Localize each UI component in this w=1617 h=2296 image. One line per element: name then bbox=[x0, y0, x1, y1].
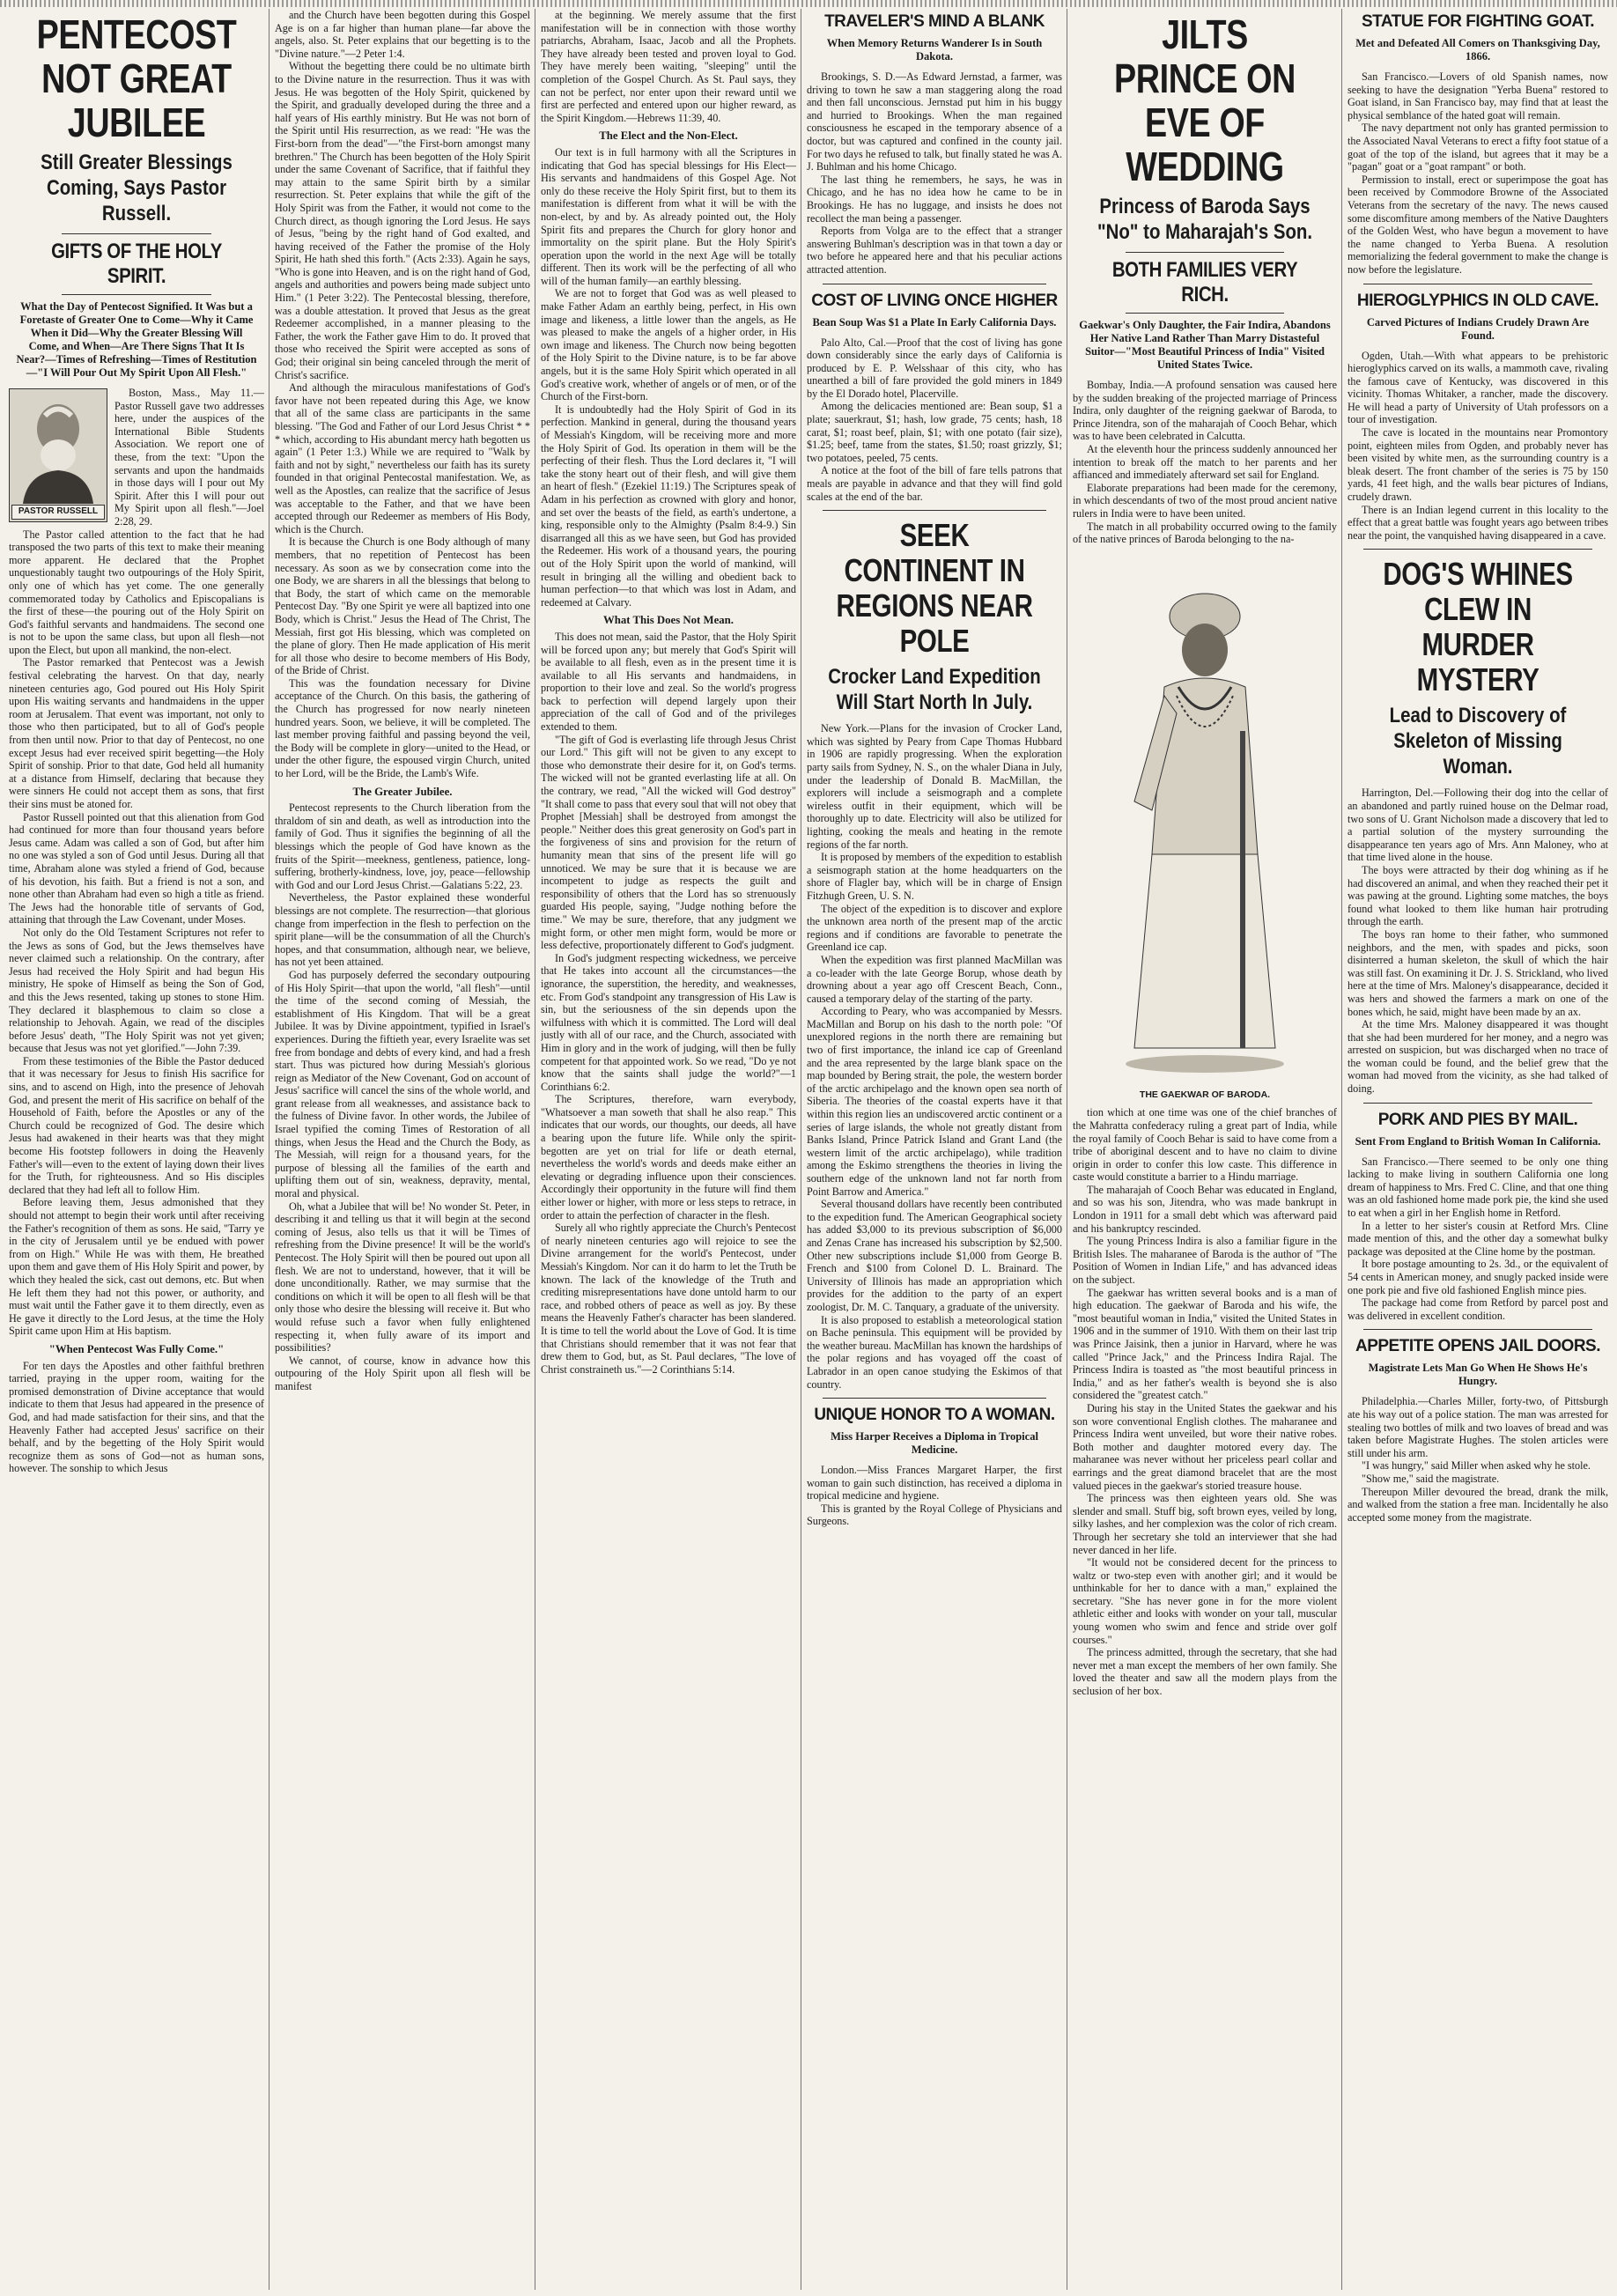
article-paragraph: The last thing he remembers, he says, he was in Chicago, and he has no idea how he came to be in Brookings. He has no luggage, and insists he does not recollect the man being a passenger. bbox=[807, 173, 1062, 225]
divider bbox=[1126, 313, 1284, 314]
article-paragraph: This does not mean, said the Pastor, that the Holy Spirit will be forced upon any; but merely that God's Spirit will be available to all flesh, even as in the present time it is available to all His servants and handmaidens, in proportion to their love and zeal. So the world's progress back to perfection will depend largely upon their appreciation of the call of God and of the privileges extended to them. bbox=[541, 630, 796, 734]
headline-pentecost: PENTECOST NOT GREAT JUBILEE bbox=[36, 11, 237, 145]
article-paragraph: Ogden, Utah.—With what appears to be prehistoric hieroglyphics carved on its walls, a mammoth cave, rivaling the famous cave of Kentucky, was discovered in this vicinity. Thomas Whitaker, a rancher, made the discovery. He will head a party of University of Utah professors on a tour of investigation. bbox=[1348, 349, 1608, 426]
article-paragraph: The navy department not only has granted permission to the Associated Naval Veterans to erect a fifty foot statue of a goat of the top of the island, but agrees that it may be a "pagan" goat or a "goat rampant" or both. bbox=[1348, 122, 1608, 173]
deck-pentecost: What the Day of Pentecost Signified. It Was but a Foretaste of Greater One to Come—Why it Came When it Did—Why the Greater Blessing Will Come, and When—Are There Signs That It Is Near?—Times of Refreshing—Times of Restitution—"I Will Pour Out My Spirit Upon All Flesh." bbox=[16, 300, 257, 379]
column-3 bbox=[541, 9, 796, 2290]
column-5 bbox=[1073, 9, 1337, 2290]
subhead-princess-baroda: Princess of Baroda Says "No" to Maharajah's Son. bbox=[1096, 195, 1313, 244]
divider bbox=[1126, 252, 1284, 253]
article-paragraph: Palo Alto, Cal.—Proof that the cost of living has gone down considerably since the early days of California is produced by E. P. Welsshaar of this city, who has unearthed a bill of fare provided the gold miners in 1849 by the El Dorado hotel, Placerville. bbox=[807, 336, 1062, 400]
headline-cost-of-living: COST OF LIVING ONCE HIGHER bbox=[811, 291, 1058, 310]
article-paragraph: At the time Mrs. Maloney disappeared it was thought that she had been murdered for her money, and a negro was arrested on suspicion, but was discharged when no trace of the woman could be found, and the belief grew that the woman had moved from the vicinity, as she had talked of doing. bbox=[1348, 1018, 1608, 1096]
article-paragraph: During his stay in the United States the gaekwar and his son wore conventional English clothes. The maharanee and Princess Indira went unveiled, but wore their native robes. Both mother and daughter motored every day. The maharanee was never without her priceless pearl collar and earrings and the great diamond bracelet that are the most valued pieces in the gaekwar's storied treasure house. bbox=[1073, 1401, 1337, 1492]
column-1 bbox=[9, 9, 264, 2290]
deck-hieroglyphics: Carved Pictures of Indians Crudely Drawn Are Found. bbox=[1366, 315, 1590, 342]
article-paragraph: Philadelphia.—Charles Miller, forty-two, of Pittsburgh ate his way out of a police station. The man was arrested for stealing two bottles of milk and two loaves of bread and was taken before Magistrate Hughes. The stolen articles were still under his arm. bbox=[1348, 1395, 1608, 1459]
divider bbox=[823, 1398, 1046, 1399]
deck-gaekwar: Gaekwar's Only Daughter, the Fair Indira, Abandons Her Native Land Rather Than Marry Distasteful Suitor—"Most Beautiful Princess of India" Visited United States Twice. bbox=[1079, 319, 1331, 371]
article-paragraph: The package had come from Retford by parcel post and was delivered in excellent condition. bbox=[1348, 1296, 1608, 1322]
article-paragraph: There is an Indian legend current in this locality to the effect that a great battle was fought years ago between tribes near the point, the vanquished having disappeared in a cave. bbox=[1348, 503, 1608, 542]
article-paragraph: The Scriptures, therefore, warn everybody, "Whatsoever a man soweth that shall he also reap." This indicates that our words, our thoughts, our deeds, all have a bearing upon the future life. While only the spirit-begotten are yet on trial for life or death eternal, nevertheless the world's words and deeds make either an elevating or degrading influence upon their consciences. Accordingly their opportunity in the future will find them either lower or higher, with more or less steps to retrace, in order to attain the perfection of character in the flesh. bbox=[541, 1093, 796, 1222]
article-paragraph: Permission to install, erect or superimpose the goat has been received by Commodore Browne of the Associated Veterans from the secretary of the navy. The news caused some discomfiture among members of the Native Daughters of the Golden West, who have begun a movement to have the name changed to Yerba Buena. A resolution memorializing the federal government to make the change is now before the legislature. bbox=[1348, 173, 1608, 276]
article-paragraph: Several thousand dollars have recently been contributed to the expedition fund. The American Geographical society has added $3,000 to its previous subscription of $6,000 and Zenas Crane has increased his subscription by $2,500. Other new subscriptions include $1,000 from George B. French and $100 from Colonel D. L. Brainard. The University of Illinois has made an appropriation which provides for the addition to the party of an expert zoologist, Dr. M. C. Tanquary, a graduate of the university. bbox=[807, 1198, 1062, 1313]
subhead-pentecost: Still Greater Blessings Coming, Says Pastor Russell. bbox=[41, 151, 233, 225]
article-paragraph: This is granted by the Royal College of Physicians and Surgeons. bbox=[807, 1502, 1062, 1528]
article-paragraph: It is proposed by members of the expedition to establish a seismograph station at the home headquarters on the shore of Flagler bay, which will be in charge of Ensign Fitzhugh Green, U. S. N. bbox=[807, 851, 1062, 902]
subhead-crocker-land: Crocker Land Expedition Will Start North In July. bbox=[828, 665, 1041, 715]
article-paragraph: The boys ran home to their father, who summoned neighbors, and the men, with spades and picks, soon disinterred a human skeleton, the skull of which the hair was still fast. On examining it Dr. J. S. Strickland, who lived here at the time of Mrs. Maloney's disappearance, decided it was hers and showed the farmers a mark on one of the bones which, he said, might have been made by an ax. bbox=[1348, 927, 1608, 1018]
article-paragraph: God has purposely deferred the secondary outpouring of His Holy Spirit—that upon the world, "all flesh"—until the time of the second coming of Messiah, the establishment of His Kingdom. That will be a great Jubilee. It was by Divine appointment, typified in Israel's experiences. During the fiftieth year, every Israelite was set free from bondage and debts of every kind, and had a fresh start. Thus was pictured how during Messiah's glorious reign as Mediator of the New Covenant, God on account of Jesus' sacrifice will cancel the sins of the whole world, and grant release from all weaknesses, and assistance back to the fulness of Divine favor. In other words, the Jubilee of Israel typified the coming Times of Restoration of all things, when Jesus the Head and the Church the Body, as The Messiah, will reign for a thousand years, for the purpose of blessing all the families of the earth and uplifting them out of sin, weakness, depravity, mental, moral and physical. bbox=[275, 968, 530, 1200]
article-paragraph: The princess admitted, through the secretary, that she had never met a man except the members of her own family. She loved the theater and saw all the modern plays from the seclusion of her box. bbox=[1073, 1646, 1337, 1698]
article-paragraph: According to Peary, who was accompanied by Messrs. MacMillan and Borup on his dash to the north pole: "Of unexplored regions in the north there are remaining but two of first importance, the inland ice cap of Greenland and the area represented by the large blank space on the map bounded by Bering strait, the pole, the western border of the arctic archipelago and the known open sea north of Siberia. The theories of the coastal experts have it that within this region lies an undiscovered arctic continent or a series of large islands, the whole not greatly distant from Banks Island, Prince Patrick Island and Grant Land (the western limit of the arctic archipelago), while tradition among the Eskimo strengthens the theories in living the southern edge of the unknown land not far north from Point Barrow and America." bbox=[807, 1005, 1062, 1198]
article-paragraph: Among the delicacies mentioned are: Bean soup, $1 a plate; sauerkraut, $1; hash, low grade, 75 cents; hash, 18 carat, $1; roast beef, plain, $1; with one potato (fair size), $1.25; beef, tame from the states, $1.50; roast grizzly, $1; two potatoes, peeled, 75 cents. bbox=[807, 400, 1062, 464]
divider bbox=[823, 510, 1046, 511]
deck-cost-of-living: Bean Soup Was $1 a Plate In Early California Days. bbox=[812, 315, 1057, 329]
article-paragraph: We are not to forget that God was as well pleased to make Father Adam an earthly being, perfect, in His own image and likeness, a little lower than the angels, as He was pleased to make the angels of a higher order, in His own image and likeness. The Church now being begotten of the Holy Spirit to the Divine nature, is to be far above angels, but it is the same Holy Spirit which operated in all God's creative work, whether of angels or of men, or of the Church of the First-born. bbox=[541, 287, 796, 403]
article-paragraph: Thereupon Miller devoured the bread, drank the milk, and walked from the station a free man. Incidentally he also accepted some money from the magistrate. bbox=[1348, 1485, 1608, 1524]
gaekwar-figure-drawing bbox=[1073, 555, 1337, 1083]
article-paragraph: "I was hungry," said Miller when asked why he stole. bbox=[1362, 1459, 1591, 1473]
article-paragraph: The object of the expedition is to discover and explore the unknown area north of the present map of the arctic regions and if conditions are favorable to penetrate the Greenland ice cap. bbox=[807, 902, 1062, 954]
article-paragraph: Reports from Volga are to the effect that a stranger answering Buhlman's description was in that town a day or two before he appeared here and that his peculiar actions attracted attention. bbox=[807, 225, 1062, 276]
article-paragraph: We cannot, of course, know in advance how this outpouring of the Holy Spirit upon all flesh will be manifest bbox=[275, 1354, 530, 1392]
article-paragraph: It is also proposed to establish a meteorological station on Bache peninsula. This equipment will be provided by the weather bureau. MacMillan has known the hardships of the polar regions and has voyaged off the coast of Labrador in an open canoe studying the Eskimos of that country. bbox=[807, 1313, 1062, 1391]
headline-unique-honor: UNIQUE HONOR TO A WOMAN. bbox=[814, 1406, 1055, 1425]
article-paragraph: Not only do the Old Testament Scriptures not refer to the Jews as sons of God, but the Jews themselves have never claimed such a relationship. On the contrary, after Jesus had received the Holy Spirit and had begun His ministry, He spoke of Himself as being the Son of God, and this the Jews resented, taking up stones to stone Him. They declared it blasphemous to claim so close a relationship to Jehovah. Again, we read of the disciples before Jesus' death, "The Holy Spirit was not yet given; because that Jesus was not yet glorified."—John 7:39. bbox=[9, 926, 264, 1055]
column-4 bbox=[807, 9, 1062, 2290]
article-paragraph: The maharajah of Cooch Behar was educated in England, and so was his son, Jitendra, who was made bankrupt in London in 1911 for a small debt which was afterward paid and his bankruptcy rescinded. bbox=[1073, 1183, 1337, 1235]
article-paragraph: The Pastor remarked that Pentecost was a Jewish festival celebrating the harvest. On that day, nearly nineteen centuries ago, God poured out His Holy Spirit upon His waiting servants and handmaidens in the upper room at Jerusalem. That event was important, not only to those who then participated, but to all of God's people from then until now. Prior to that day of Pentecost, no one except Jesus had ever received spirit begetting—the Holy Spirit of sonship. Prior to that date, God held all humanity at a distance from Himself, declaring that because they were sinners He could not accept them as sons, that first their sins must be atoned for. bbox=[9, 656, 264, 810]
divider bbox=[62, 294, 211, 295]
article-paragraph: It bore postage amounting to 2s. 3d., or the equivalent of 54 cents in American money, and snugly packed inside were one pork pie and five old fashioned English mince pies. bbox=[1348, 1258, 1608, 1296]
deck-unique-honor: Miss Harper Receives a Diploma in Tropical Medicine. bbox=[831, 1430, 1038, 1457]
headline-dogs-whines: DOG'S WHINES CLEW IN MURDER MYSTERY bbox=[1383, 556, 1573, 698]
article-paragraph: The young Princess Indira is also a familiar figure in the British Isles. The maharanee of Baroda is the author of "The Position of Women in Indian Life," and has advanced ideas on the subject. bbox=[1073, 1235, 1337, 1287]
article-paragraph: Pastor Russell pointed out that this alienation from God had continued for more than four thousand years before Jesus came. Adam was called a son of God, but after him no one was styled a son of God until Jesus. During all that time, Abraham alone was styled a friend of God, because of his devotion, his faith. But a friend is not a son, and none other than Abraham had even so high a title as friend. The Jews had the honorable title of servants of God, attaining that through the Law Covenant, under Moses. bbox=[9, 810, 264, 927]
article-paragraph: The match in all probability occurred owing to the family of the native princes of Baroda belonging to the na- bbox=[1073, 520, 1337, 546]
section-heading: The Elect and the Non-Elect. bbox=[599, 129, 738, 143]
article-paragraph: Our text is in full harmony with all the Scriptures in indicating that God has special blessings for His Elect—His servants and handmaidens of this Gospel Age. Not only do these receive the Holy Spirit first, but to them its manifestation is different from what it will be with the non-elect, by and by. As already pointed out, the Holy Spirit fits and prepares the Church for glory honor and immortality on the spirit plane. But the Holy Spirit's operation upon the world in the next Age will be totally different. Then its work will be the perfecting of all who will of the human family—an earthly blessing. bbox=[541, 145, 796, 287]
article-paragraph: "The gift of God is everlasting life through Jesus Christ our Lord." This gift will not be given to any except to those who demonstrate their desire for it, on God's terms. The wicked will not be granted everlasting life at all. On the contrary, we read, "All the wicked will God destroy" "It shall come to pass that every soul that will not obey that Prophet [Messiah] shall be destroyed from amongst the people." Neither does this great generosity on God's part in the forgiveness of sins and provision for the return of humanity mean that sins of the present life will go unnoticed. We may be sure that it is because we are incompetent to judge as respects the guilt and responsibility of others that the Lord has so strenuously guarded His people, saying, "Judge nothing before the time." We may be sure, therefore, that any judgment we might form, or other men might form, would be more or less defective, proportionately different to God's judgment. bbox=[541, 733, 796, 952]
portrait-caption: PASTOR RUSSELL bbox=[11, 505, 105, 520]
article-paragraph: It is undoubtedly had the Holy Spirit of God in its perfection. Mankind in general, during the thousand years of Messiah's Kingdom, will be receiving more and more the Holy Spirit of God. Its operation in them will be the perfecting of their flesh. Thus the Lord declares it, "I will take the stony heart out of their flesh, and will give them an heart of flesh." (Ezekiel 11:19.) The Scriptures speak of Adam in his perfection as crowned with glory and honor, and set over the beasts of the field, as earth's undertone, a king, responsible only to the Almighty (Psalm 8:4-9.) Sin disarranged all this as we have seen, but God has provided the Redeemer. His work of a thousand years, the pouring out of the Holy Spirit upon the world of mankind, will result in bringing all the willing and obedient back to human perfection—to that which was lost in Adam, and redeemed at Calvary. bbox=[541, 402, 796, 609]
article-paragraph: This was the foundation necessary for Divine acceptance of the Church. On this basis, the gathering of the Church has progressed for now nearly nineteen hundred years. Soon, we believe, it will be completed. The last member proving faithful and passing beyond the veil, the Body will be complete in glory—united to the Head, or under the other figure, the espoused virgin Church, united to her Lord, will be the Bride, the Lamb's Wife. bbox=[275, 676, 530, 780]
article-paragraph: Brookings, S. D.—As Edward Jernstad, a farmer, was driving to town he saw a man staggering along the road and then fall unconscious. Jernstad put him in his buggy and hurried to Brookings. When the man regained consciousness he escaped in the temporary absence of a doctor, but was captured and confined in the county jail. For two days he refused to talk, but finally stated he was A. J. Buhlman and his home Chicago. bbox=[807, 70, 1062, 173]
headline-gifts: GIFTS OF THE HOLY SPIRIT. bbox=[51, 240, 222, 288]
article-paragraph: From these testimonies of the Bible the Pastor deduced that it was necessary for Jesus to finish His sacrifice for sins, and to ascend on High, into the presence of Jehovah God, and present the merit of His sacrifice on behalf of the Household of Faith, before the Apostles or any of the Church could be recognized of God. The desire which Jesus had awakened in their hearts was that they might become His footstep followers in doing the Heavenly Father's will—even to the extent of laying down their lives for the Truth, for righteousness. And so His disciples declared that they had left all to follow Him. bbox=[9, 1054, 264, 1196]
deck-statue-goat: Met and Defeated All Comers on Thanksgiving Day, 1866. bbox=[1355, 37, 1600, 63]
headline-seek-continent: SEEK CONTINENT IN REGIONS NEAR POLE bbox=[836, 517, 1033, 660]
deck-appetite: Magistrate Lets Man Go When He Shows He's Hungry. bbox=[1368, 1362, 1588, 1388]
article-paragraph: and the Church have been begotten during this Gospel Age is on a far higher than human plane—far above the angels, also. St. Peter explains that our begetting is to the "Divine nature."—2 Peter 1:4. bbox=[275, 9, 530, 60]
headline-traveler: TRAVELER'S MIND A BLANK bbox=[824, 12, 1045, 31]
article-paragraph: In God's judgment respecting wickedness, we perceive that He takes into account all the circumstances—the ignorance, the superstition, the heredity, and weaknesses, etc. From God's standpoint any transgression of His Law is sin, but the seriousness of the sin depends upon the wilfulness with which it is committed. The Lord will deal justly with all of our race, and the Church, associated with Him in glory and in the work of judging, will then be fully competent for that appointed work. So we read, "Do ye not know that the saints shall judge the world?"—1 Corinthians 6:2. bbox=[541, 951, 796, 1093]
article-paragraph: Pentecost represents to the Church liberation from the thraldom of sin and death, as well as introduction into the family of God. Thus it signifies the beginning of all the blessings which the people of God have known as the fruits of the Spirit—meekness, gentleness, patience, long-suffering, brotherly-kindness, love, joy, peace—fellowship with God and our Lord Jesus Christ.—Galatians 5:22, 23. bbox=[275, 801, 530, 891]
article-paragraph: "It would not be considered decent for the princess to waltz or two-step even with another girl; and it would be unthinkable for her to dance with a man," explained the secretary. "She has never gone in for the more violent athletic either and looks with wonder on your tall, muscular young women who swim and fence and stride over golf courses." bbox=[1073, 1556, 1337, 1646]
article-paragraph: Surely all who rightly appreciate the Church's Pentecost of nearly nineteen centuries ago will rejoice to see the Divine arrangement for the world's Pentecost, under Messiah's Kingdom. Nor can it do harm to let the Truth be known. The lack of the knowledge of the Truth and crediting misrepresentations have done untold harm to our race, and robbed others of peace as well as joy. By these means the Heavenly Father's character has been slandered. It is time to tell the world about the Love of God. It is time that Christians should remember that it was not fear that drew them to God, but, as St. Paul declares, "The love of Christ constraineth us."—2 Corinthians 5:14. bbox=[541, 1222, 796, 1376]
section-heading: What This Does Not Mean. bbox=[602, 614, 734, 627]
deck-traveler: When Memory Returns Wanderer Is in South Dakota. bbox=[826, 37, 1043, 63]
article-paragraph: Oh, what a Jubilee that will be! No wonder St. Peter, in describing it and telling us that it will begin at the second coming of Jesus, also tells us that it will be Times of refreshing from the Divine presence! It will be the world's Pentecost. The Holy Spirit will then be poured out upon all flesh. We are not to understand, however, that it will be done unconditionally. Rather, we may surmise that the conditions on which it will be open to all flesh will be that only those who desire the blessing will receive it. But who would refuse such a favor when fully enlightened respecting it, when fully aware of its import and possibilities? bbox=[275, 1200, 530, 1355]
pastor-russell-portrait bbox=[9, 388, 107, 522]
article-paragraph: tion which at one time was one of the chief branches of the Mahratta confederacy ruling a great part of India, while the royal family of Cooch Behar is said to have come from a tribe of aboriginal descent and to have no claim to divine origin in order to confer this low caste. This difference in caste would constitute a barrier to a Hindu marriage. bbox=[1073, 1106, 1337, 1184]
article-paragraph: Elaborate preparations had been made for the ceremony, in which descendants of two of the most proud ancient native rulers in India were to have been united. bbox=[1073, 481, 1337, 520]
headline-both-families: BOTH FAMILIES VERY RICH. bbox=[1111, 258, 1298, 306]
article-paragraph: San Francisco.—There seemed to be only one thing lacking to make living in southern California one long dream of happiness to Mrs. Fred C. Cline, and that one thing was an old fashioned home made pork pie, the kind she used to eat when a girl in her English home in Retford. bbox=[1348, 1155, 1608, 1220]
headline-pork-pies: PORK AND PIES BY MAIL. bbox=[1377, 1110, 1578, 1129]
article-paragraph: at the beginning. We merely assume that the first manifestation will be in connection with those worthy patriarchs, Abraham, Isaac, Jacob and all the Prophets. They have already been tested and proven loyal to God. They have merely been waiting, "sleeping" until the completion of the Gospel Church. As St. Paul says, they can not be perfect, nor enter upon their reward until we first are perfected and entered upon our higher reward, as the Spirit Kingdom.—Hebrews 11:39, 40. bbox=[541, 9, 796, 124]
headline-appetite: APPETITE OPENS JAIL DOORS. bbox=[1355, 1337, 1601, 1356]
column-rule bbox=[269, 9, 270, 2290]
article-paragraph: A notice at the foot of the bill of fare tells patrons that meals are payable in advance and that they will find gold scales at the end of the bar. bbox=[807, 464, 1062, 503]
article-paragraph: Harrington, Del.—Following their dog into the cellar of an abandoned and partly ruined house on the Delmar road, two sons of U. Grant Nicholson made a discovery that led to a partial solution of the mystery surrounding the disappearance ten years ago of Mrs. Ann Maloney, who at that time lived alone in the house. bbox=[1348, 786, 1608, 864]
article-paragraph: Without the begetting there could be no ultimate birth to the Divine nature in the resurrection. Thus it was with Jesus. He was begotten of the Holy Spirit, quickened by the Spirit, and gradually developed during the three and a half years of His earthly ministry. But He was not born of the Spirit until His resurrection, as we read: "He was the First-born from the dead"—"the First-born amongst many brethren." The Church has been begotten of the Holy Spirit under the same Covenant of Sacrifice, that if faithful they may attain to the same Spirit birth by a similar resurrection. St. Peter explains that while the gift of the Holy Spirit was from the Father, it would not come to the Church direct, as though ignoring the Lord Jesus. He says of Jesus, "being by the right hand of God exalted, and having received of the Father the promise of the Holy Spirit, He hath shed this forth." (Acts 2:33). Again he says, "Who is gone into Heaven, and is on the right hand of God, angels and authorities and powers being made subject unto Him." (1 Peter 3:22). The Pentecostal blessing, therefore, was a double attestation. It proved that Jesus as the great Redeemer accomplished, in a manner pleasing to the Father, the work the Father gave Him to do. It proved that those who received the Spirit were accepted as sons of God; their original sin being canceled through the merit of Christ's sacrifice. bbox=[275, 60, 530, 381]
divider bbox=[1363, 549, 1592, 550]
article-paragraph: And although the miraculous manifestations of God's favor have not been repeated during this Age, we know that all of the same class are participants in the same blessing. "The God and Father of our Lord Jesus Christ * * * which, according to His abundant mercy hath begotten us again" (1 Peter 1:3.) While we are required to "Walk by faith and not by sight," nevertheless our faith has its surety founded in that original Pentecostal manifestation. We, as well as the Apostles, can realize that the sacrifice of Jesus was acceptable to the Father, and that we have been accepted through our Redeemer as members of His Body, which is the Church. bbox=[275, 381, 530, 535]
portrait-illustration bbox=[10, 389, 107, 504]
divider bbox=[1363, 1103, 1592, 1104]
article-paragraph: London.—Miss Frances Margaret Harper, the first woman to gain such distinction, has received a diploma in tropical medicine and hygiene. bbox=[807, 1464, 1062, 1502]
deck-pork-pies: Sent From England to British Woman In California. bbox=[1355, 1134, 1601, 1148]
article-paragraph: It is because the Church is one Body although of many members, that no repetition of Pentecost has been necessary. As soon as we by consecration come into the one Body, we are sharers in all the blessings that belong to that Body, the start of which came on the memorable Pentecost Day. "By one Spirit ye were all baptized into one Body, which is Christ." Jesus the Head of The Christ, The Messiah, first got His blessing, which was completed on the plane of glory. Then He made application of His merit for all those who desire to become members of His Body, of the Bride of Christ. bbox=[275, 535, 530, 677]
divider bbox=[1363, 1329, 1592, 1330]
headline-statue-goat: STATUE FOR FIGHTING GOAT. bbox=[1361, 12, 1595, 31]
divider bbox=[62, 233, 211, 234]
column-6 bbox=[1348, 9, 1608, 2290]
article-paragraph: The cave is located in the mountains near Promontory point, eighteen miles from Ogden, and probably never has been visited by white men, as the surrounding country is a bleak desert. The front chamber of the series is 75 by 150 yards, 41 feet high, and the walls bear pictures of Indians, crudely drawn. bbox=[1348, 426, 1608, 504]
section-heading: "When Pentecost Was Fully Come." bbox=[48, 1342, 225, 1355]
headline-hieroglyphics: HIEROGLYPHICS IN OLD CAVE. bbox=[1356, 291, 1599, 310]
article-paragraph: Nevertheless, the Pastor explained these wonderful blessings are not complete. The resurrection—that glorious change from imperfection in the flesh to perfection on the spirit plane—will be the consummation of all the Church's hopes, and that consummation, although near, we believe, has not yet been attained. bbox=[275, 891, 530, 969]
article-paragraph: "Show me," said the magistrate. bbox=[1362, 1472, 1500, 1485]
article-paragraph: At the eleventh hour the princess suddenly announced her intention to break off the match to her parents and her affianced and immediately afterward set sail for England. bbox=[1073, 442, 1337, 482]
figure-caption: THE GAEKWAR OF BARODA. bbox=[1139, 1089, 1271, 1100]
section-heading: The Greater Jubilee. bbox=[352, 785, 453, 798]
article-paragraph: Boston, Mass., May 11.—Pastor Russell gave two addresses here, under the auspices of the International Bible Students Association. We report one of these, from the text: "Upon the servants and upon the handmaids in those days will I pour out My Spirit. After this I will pour out My Spirit upon all flesh."—Joel 2:28, 29. bbox=[114, 387, 264, 528]
article-paragraph: When the expedition was first planned MacMillan was a co-leader with the late George Borup, whose death by drowning about a year ago off Crescent Beach, Conn., caused a temporary delay of the starting of the party. bbox=[807, 953, 1062, 1005]
article-paragraph: For ten days the Apostles and other faithful brethren tarried, praying in the upper room, waiting for the promised demonstration of Divine acceptance that would indicate to them that Jesus had appeared in the presence of God, and had made satisfaction for their sins, and that the Heavenly Father had accepted Jesus' sacrifice on their behalf, and by the begetting of the Holy Spirit would recognize them as sons of God—not as human sons, however. The sonship to which Jesus bbox=[9, 1359, 264, 1475]
article-paragraph: Bombay, India.—A profound sensation was caused here by the sudden breaking of the projected marriage of Princess Indira, only daughter of the reigning gaekwar of Baroda, to Prince Jitendra, son of the maharajah of Cooch Behar, which was to have been celebrated in Calcutta. bbox=[1073, 379, 1337, 443]
article-paragraph: The gaekwar has written several books and is a man of high education. The gaekwar of Baroda and his wife, the "most beautiful woman in India," visited the United States in 1906 and in the summer of 1910. With them on their last trip was Prince Jaisink, then a junior in Harvard, where he was called "Prince Jack," and the Princess Indira Rajal. The Princess Indira is toasted as "the most beautiful princess in India," and as her father's wealth is beyond she is also considered the "greatest catch." bbox=[1073, 1286, 1337, 1402]
top-edge-strip bbox=[0, 0, 1617, 7]
gaekwar-illustration bbox=[1073, 555, 1337, 1083]
article-paragraph: The princess was then eighteen years old. She was slender and small. Stuff big, soft brown eyes, veiled by long, silky lashes, and her complexion was the color of rich cream. Through her secretary she told an interviewer that she had never danced in her life. bbox=[1073, 1492, 1337, 1556]
column-2 bbox=[275, 9, 530, 2290]
article-paragraph: Before leaving them, Jesus admonished that they should not attempt to begin their work until after receiving the Father's recognition of them as sons. He said, "Tarry ye in the city of Jerusalem until ye be endued with power from on High." While He was with them, He breathed upon them and gave them of His Holy Spirit and power, by which they healed the sick, cast out demons, etc. But when He left them they had not this power, or authority, and must wait until the Father gave it to them directly, even as He gave it directly to the Lord Jesus, at the time the Holy Spirit came upon Him at His baptism. bbox=[9, 1196, 264, 1338]
article-paragraph: The Pastor called attention to the fact that he had transposed the two parts of this text to make their meaning more apparent. He declared that the Prophet unquestionably taught two outpourings of the Holy Spirit, only one of which has yet come. The one generally commemorated today by Catholics and Episcopalians is the first of these—the pouring out of the Holy Spirit on God's faithful servants and handmaidens. The second one is not to be upon the same class, but upon all flesh—not upon the Elect, but upon all mankind, the non-elect. bbox=[9, 528, 264, 656]
subhead-skeleton: Lead to Discovery of Skeleton of Missing Woman. bbox=[1389, 704, 1567, 779]
article-paragraph: The boys were attracted by their dog whining as if he had discovered an animal, and when they reached their pet it was pawing at the ground. Lighting some matches, the boys found what looked to them like human hair protruding through the earth. bbox=[1348, 863, 1608, 928]
article-paragraph: In a letter to her sister's cousin at Retford Mrs. Cline made mention of this, and the other day a somewhat bulky package was deposited at the Cline home by the postman. bbox=[1348, 1219, 1608, 1258]
article-paragraph: San Francisco.—Lovers of old Spanish names, now seeking to have the designation "Yerba Buena" restored to Goat island, in San Francisco bay, may find that at least the physical semblance of the hated goat will remain. bbox=[1348, 70, 1608, 122]
column-rule bbox=[1341, 9, 1342, 2290]
headline-jilts-prince: JILTS PRINCE ON EVE OF WEDDING bbox=[1114, 11, 1296, 189]
article-paragraph: New York.—Plans for the invasion of Crocker Land, which was sighted by Peary from Cape Thomas Hubbard in 1906 are rapidly progressing. When the exploration party sails from Sydney, N. S., on the whaler Diana in July, under the leadership of Donald B. MacMillan, the explorers will include a seismograph and a complete wireless outfit in their equipment, which will be thoroughly up to date. Electricity will also be utilized for lighting, cooking the meals and heating in the remote regions of the far north. bbox=[807, 722, 1062, 851]
